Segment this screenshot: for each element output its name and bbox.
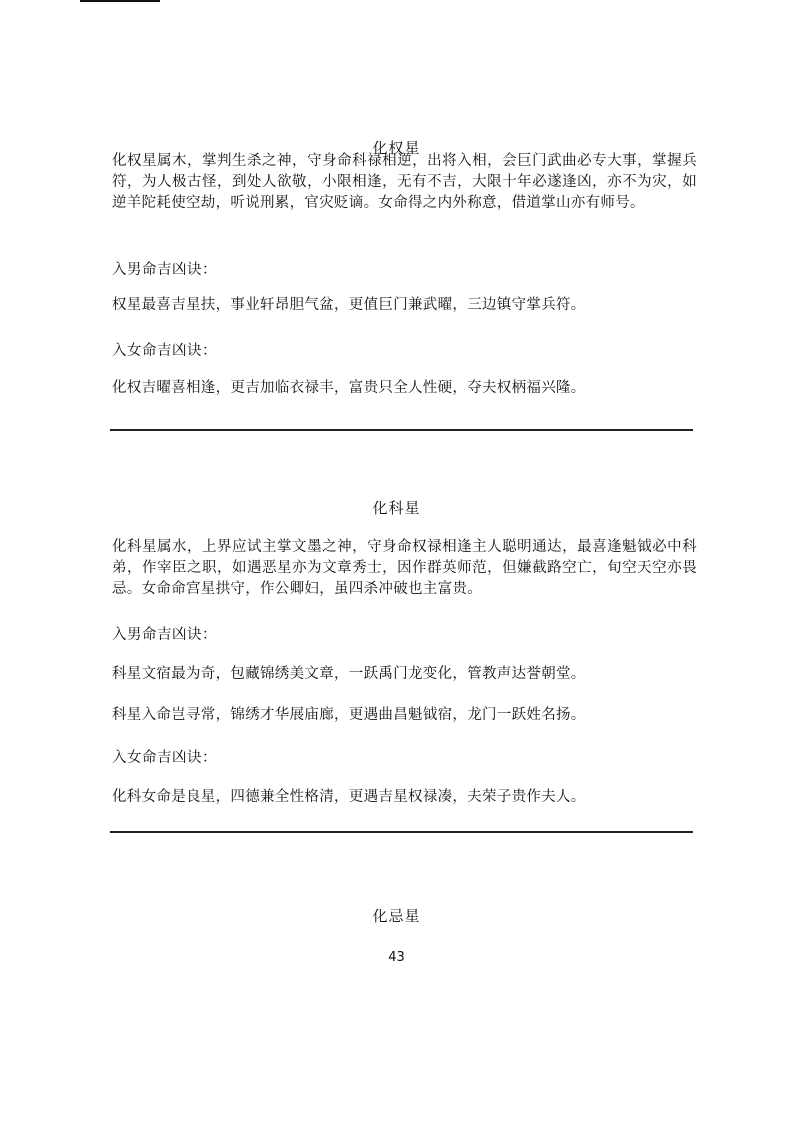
male-label-huaquan: 入男命吉凶诀： <box>112 262 217 278</box>
section-title-huaquan: 化权星 <box>372 139 421 157</box>
section-divider-1 <box>110 429 693 431</box>
male-verse-huake-1: 科星文宿最为奇，包藏锦绣美文章，一跃禹门龙变化，管教声达誉朝堂。 <box>112 666 586 682</box>
male-label-huake: 入男命吉凶诀： <box>112 627 217 643</box>
female-label-huaquan: 入女命吉凶诀： <box>112 343 217 359</box>
section-description-huake: 化科星属水，上界应试主掌文墨之神，守身命权禄相逢主人聪明通达，最喜逢魁钺必中科弟，作宰臣之职，如遇恶星亦为文章秀士，因作群英师范，但嫌截路空亡，旬空天空亦畏忌。女命命宫星拱守，作公卿妇，虽四杀冲破也主富贵。 <box>112 539 697 597</box>
section-title-huake: 化科星 <box>372 499 421 517</box>
female-verse-huake-1: 化科女命是良星，四德兼全性格清，更遇吉星权禄凑，夫荣子贵作夫人。 <box>112 789 586 805</box>
section-divider-2 <box>110 831 693 833</box>
female-verse-huaquan-1: 化权吉曜喜相逢，更吉加临衣禄丰，富贵只全人性硬，夺夫权柄福兴隆。 <box>112 380 586 396</box>
section-title-huaji: 化忌星 <box>372 907 421 925</box>
male-verse-huaquan-1: 权星最喜吉星扶，事业轩昂胆气盆，更值巨门兼武曜，三边镇守掌兵符。 <box>112 297 586 313</box>
male-verse-huake-2: 科星入命岂寻常，锦绣才华展庙廊，更遇曲昌魁钺宿，龙门一跃姓名扬。 <box>112 707 586 723</box>
page-number: 43 <box>388 950 405 965</box>
section-description-huaquan: 化权星属木，掌判生杀之神，守身命科禄相逆，出将入相，会巨门武曲必专大事，掌握兵符，为人极古怪，到处人欲敬，小限相逢，无有不吉，大限十年必遂逢凶，亦不为灾，如逆羊陀耗使空劫，听说刑累，官灾贬谪。女命得之内外称意，借道掌山亦有师号。 <box>112 153 697 211</box>
female-label-huake: 入女命吉凶诀： <box>112 750 217 766</box>
top-edge-rule <box>80 0 160 2</box>
